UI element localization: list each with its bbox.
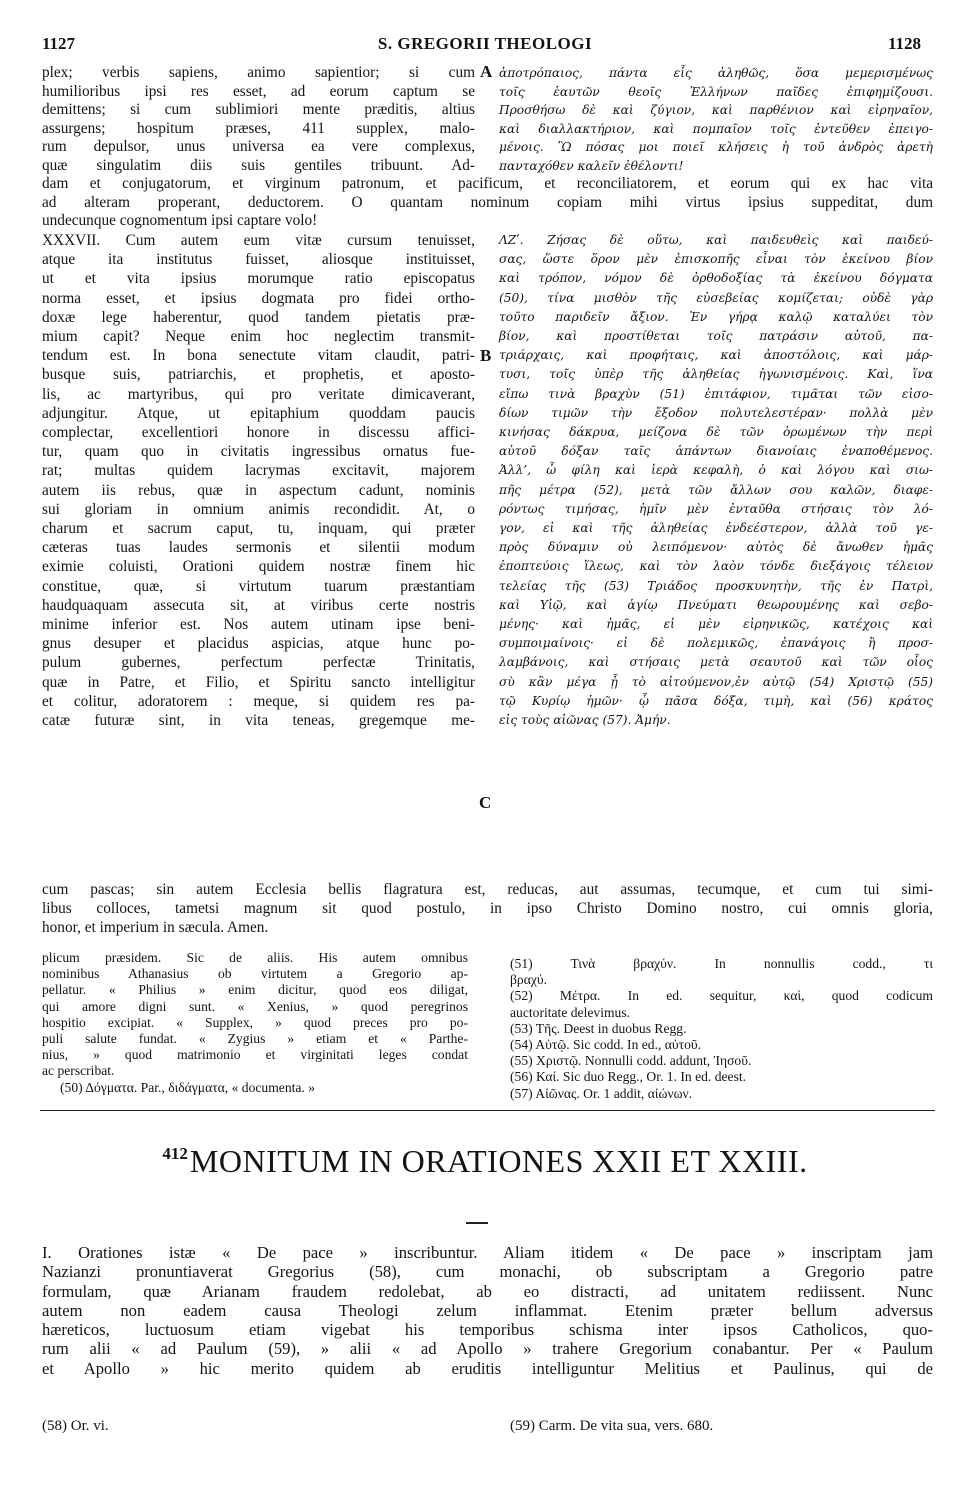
text-line: et Apollo » hic merito quidem ab eruditis intelliguntur Melitius et Paulinus, qui de (42, 1358, 933, 1378)
note-line: (55) Χριστῷ. Nonnulli codd. addunt, Ἰησοῦ. (510, 1053, 752, 1069)
text-line: haudquaquam assecuta sit, at viribus certe nostris (42, 596, 475, 614)
greek-line: Προσθήσω δὲ καὶ ζύγιον, καὶ παρθένιον καὶ εἰρηναῖον, (499, 103, 933, 118)
text-line: constitue, quæ, si virtutum tuarum præstantiam (42, 577, 475, 595)
greek-line: τριάρχαις, καὶ προφήταις, καὶ ἀποστόλοις, καὶ μάρ- (499, 348, 933, 363)
greek-line: μένοις. Ὢ πόσας μοι ποιεῖ κλήσεις ἡ τοῦ ἀνδρὸς ἀρετὴ (499, 140, 933, 155)
text-line: cum pascas; sin autem Ecclesia bellis flagratura est, reducas, aut assumas, tecumque, et cum tui simi- (42, 881, 933, 898)
greek-line: καὶ διαλλακτήριον, καὶ πομπαῖον τοῖς ἐντεῦθεν ἐπειγο- (499, 121, 933, 136)
note-line: plicum præsidem. Sic de aliis. His autem omnibus (42, 950, 468, 965)
short-rule (466, 1222, 488, 1224)
section-divider (40, 1110, 935, 1111)
text-line: assurgens; hospitum præses, 411 supplex, malo- (42, 119, 475, 137)
main-right-column (499, 231, 933, 730)
text-line: gnus desuper et placidus aspicias, atque hunc po- (42, 635, 475, 653)
greek-line: ΛΖʹ. Ζήσας δὲ οὕτω, καὶ παιδευθεὶς καὶ παιδεύ- (499, 233, 933, 247)
text-line: lis, ac martyribus, qui pro veritate dimicaverant, (42, 385, 475, 403)
note-line: pellatur. « Philius » enim dicitur, quod eos diligat, (42, 982, 468, 998)
full-width-block-2 (42, 880, 933, 938)
text-line: undecunque cognomentum ipsi captare volo! (42, 212, 318, 230)
note-line: hospitio excipiat. « Supplex, » quod preces pro po- (42, 1014, 468, 1030)
greek-line: ἐποπτεύοις ἵλεως, καὶ τὸν λαὸν τόνδε διεξάγοις τέλειον (499, 559, 933, 574)
text-line: sui gloriam in omnium animis recondidit. At, o (42, 500, 475, 518)
text-line: quæ in Patre, et Filio, et Spiritu sancto intelligitur (42, 673, 475, 691)
text-line: tendum est. In bona senectute vitam claudit, patri- (42, 347, 475, 365)
text-line: norma esset, et ipsius dogmata pro fidei ortho- (42, 289, 475, 307)
text-line: ut et vita ipsius morumque ratio episcopatus (42, 270, 475, 288)
text-line: libus colloces, tametsi magnum sit quod postulo, in ipso Christo Domino nostro, cui omnis gloria, (42, 900, 933, 918)
margin-marker-a: A (480, 62, 493, 81)
note-line: (56) Καί. Sic duo Regg., Or. 1. In ed. deest. (510, 1069, 747, 1085)
greek-line: τελείας τῆς (53) Τριάδος προσκυνητὴν, τῆς ἐν Πατρὶ, (499, 578, 933, 593)
top-left-column (42, 64, 475, 176)
text-line: rat; multas quidem lacrymas excitavit, majorem (42, 462, 475, 480)
greek-line: καὶ Υἱῷ, καὶ ἁγίῳ Πνεύματι θεωρουμένης καὶ σεβο- (499, 597, 933, 612)
greek-line: μένης· καὶ ἡμᾶς, εἰ μὲν εἰρηνικῶς, κατέχοις καὶ (499, 617, 933, 632)
text-line: catæ futuræ sint, in vita teneas, gregemque me- (42, 712, 475, 730)
text-line: charum et sacrum caput, tu, inquam, qui præter (42, 520, 475, 538)
greek-line: Ἀλλ’, ὦ φίλη καὶ ἱερὰ κεφαλὴ, ὁ καὶ λόγου καὶ σιω- (499, 463, 933, 478)
note-line: nominibus Athanasius ob virtutem a Gregorio ap- (42, 966, 468, 982)
text-line: atque ita institutus fuisset, aliosque instituisset, (42, 251, 475, 269)
greek-line: εἴπω τινὰ βραχὺν (51) ἐπιτάφιον, τιμᾶται τῶν εἰσο- (499, 386, 933, 401)
text-line: rum alii « ad Paulum (59), » alii « ad Apollo » trahere Gregorium conabantur. Per « Paulum (42, 1339, 933, 1359)
text-line: et colitur, adoratorem : meque, si quidem res pa- (42, 692, 475, 710)
text-line: I. Orationes istæ « De pace » inscribuntur. Aliam itidem « De pace » inscriptam jam (42, 1243, 933, 1262)
text-line: rum depulsor, unus universa ea vere complexus, (42, 138, 475, 156)
note-line: (53) Τῆς. Deest in duobus Regg. (510, 1020, 687, 1036)
section-title: MONITUM IN ORATIONES XXII ET XXIII. (189, 1143, 808, 1179)
greek-line: εἰς τοὺς αἰῶνας (57). Ἀμήν. (499, 713, 671, 728)
text-line: tur, quam quo in civitatis ingressibus ornatus fue- (42, 443, 475, 461)
greek-line: τυσι, τοῖς ὑπὲρ τῆς ἀληθείας ἠγωνισμένοις. Καὶ, ἵνα (499, 367, 933, 382)
top-right-column (499, 64, 933, 176)
text-line: hæreticos, luctuosum etiam vigebat his temporibus schisma inter ipsos Catholicos, quo- (42, 1320, 933, 1340)
greek-line: (50), τίνα μισθὸν τῆς εὐσεβείας κομίζεται; οὐδὲ γὰρ (499, 290, 933, 305)
note-line: (57) Αἰῶνας. Or. 1 addit, αἰώνων. (510, 1085, 693, 1101)
greek-line: σὺ κἂν μέγα ᾖ τὸ αἰτούμενον,ἐν αὐτῷ (54) Χριστῷ (55) (499, 674, 933, 689)
text-line: honor, et imperium in sæcula. Amen. (42, 919, 269, 937)
greek-line: λαμβάνοις, καὶ στήσαις μετὰ σεαυτοῦ καὶ τῶν οἷος (499, 655, 933, 670)
text-line: doxæ lege haberentur, quod tandem pietatis præ- (42, 308, 475, 326)
running-title: S. GREGORII THEOLOGI (377, 34, 593, 53)
main-left-column (42, 231, 475, 730)
column-number-inline: 412 (162, 1144, 188, 1163)
monitum-body (42, 1243, 933, 1378)
note-line: (52) Μέτρα. In ed. sequitur, καὶ, quod codicum (510, 988, 933, 1004)
greek-line: πανταχόθεν καλεῖν ἐθέλοντι! (499, 158, 684, 173)
margin-marker-c: C (479, 793, 492, 812)
footnote-58: (58) Or. vi. (42, 1418, 109, 1434)
text-line: formulam, quæ Arianam fraudem redolebat, ab eo distracti, ad unitatem rediissent. Nunc (42, 1281, 933, 1301)
notes-right (510, 956, 933, 1102)
text-line: humilioribus ipsi res esset, ad eorum captum se (42, 82, 475, 100)
greek-line: κινήσας δάκρυα, μείζονα δὲ τῶν ὁρωμένων τὴν περὶ (499, 425, 933, 440)
text-line: ad alteram properant, deductorem. O quantam nominum copiam mihi virtus ipsius suppeditat, dum (42, 193, 933, 211)
column-number-right: 1128 (888, 34, 922, 53)
greek-line: ρόντως τιμήσας, ἡμῖν μὲν ἐνταῦθα στήσαις τὸν λό- (499, 501, 933, 516)
text-line: pulum gubernes, perfectum perfectæ Trinitatis, (42, 654, 475, 672)
notes-left (42, 950, 468, 1096)
column-number-left: 1127 (42, 34, 76, 53)
margin-marker-b: B (480, 346, 492, 365)
text-line: autem non eadem causa Theologi zelum inflammat. Etenim præter bellum adversus (42, 1300, 933, 1320)
full-width-block-1 (42, 175, 933, 231)
text-line: quæ singulatim diis suis gentiles tribuunt. Ad- (42, 156, 475, 174)
note-line: nius, » quod matrimonio et virginitati leges condat (42, 1047, 468, 1063)
text-line: adjungitur. Atque, ut epitaphium quoddam paucis (42, 404, 475, 422)
greek-line: σας, ὥστε ὅρον μὲν ἐπισκοπῆς εἶναι τὸν ἐκείνου βίον (499, 252, 933, 267)
text-line: XXXVII. Cum autem eum vitæ cursum tenuisset, (42, 232, 475, 249)
greek-line: τοῖς ἑαυτῶν θεοῖς Ἑλλήνων παῖδες ἐπιφημίζουσι. (499, 84, 933, 99)
greek-line: συμποιμαίνοις· εἰ δὲ πολεμικῶς, ἐπανάγοις ἢ προσ- (499, 636, 933, 651)
greek-line: πρὸς δύναμιν οὐ λειπόμενον· αὐτὸς δὲ ἄνωθεν ἡμᾶς (499, 540, 933, 555)
text-line: eximie coluisti, Orationi quidem nostræ finem hic (42, 558, 475, 576)
text-line: dam et conjugatorum, et virginum patronum, et pacificum, et reconciliatorem, et eorum qui ex hac vita (42, 175, 933, 192)
text-line: mium capit? Neque enim hoc neglectim transmit- (42, 328, 475, 346)
note-line: auctoritate delevimus. (510, 1004, 631, 1020)
text-line: complectar, excellentiori honore in discessu affici- (42, 424, 475, 442)
note-line: ac perscribat. (42, 1063, 115, 1079)
section-heading (0, 1143, 970, 1180)
text-line: minime inferior est. Nos autem utinam ipse beni- (42, 616, 475, 634)
text-line: autem iis rebus, quæ in aspectum cadunt, nominis (42, 481, 475, 499)
text-line: busque suis, patriarchis, et prophetis, et aposto- (42, 366, 475, 384)
greek-line: καὶ τρόπον, νόμον δὲ ὀρθοδοξίας τὰ ἐκείνου δόγματα (499, 271, 933, 286)
greek-line: δίων τιμῶν τὴν ἔξοδον πολυτελεστέραν· πολλὰ μὲν (499, 405, 933, 420)
greek-line: ἀποτρόπαιος, πάντα εἷς ἀληθῶς, ὅσα μεμερισμένως (499, 66, 933, 80)
greek-line: τοῦτο παριδεῖν ἄξιον. Ἐν γήρᾳ καλῷ καταλύει τὸν (499, 309, 933, 324)
greek-line: πῆς μέτρα (52), μετὰ τῶν ἄλλων σου καλῶν, διαφε- (499, 482, 933, 497)
text-line: demittens; si cum sublimiori mente præditis, altius (42, 101, 475, 119)
greek-line: αὐτοῦ δόξαν ταῖς ἁπάντων διανοίαις ἐναποθέμενος. (499, 444, 933, 459)
greek-line: τῷ Κυρίῳ ἡμῶν· ᾧ πᾶσα δόξα, τιμὴ, καὶ (56) κράτος (499, 693, 933, 708)
greek-line: γον, εἰ καὶ τῆς ἀληθείας ἐνδεέστερον, ἀλλὰ τοῦ γε- (499, 521, 933, 536)
note-line: puli salute fundat. « Zygius » etiam et « Parthe- (42, 1031, 468, 1047)
text-line: Nazianzi pronuntiaverat Gregorius (58), cum monachi, ob subscriptam a Gregorio patre (42, 1262, 933, 1282)
note-line: (54) Αὐτῷ. Sic codd. In ed., αὐτοῦ. (510, 1037, 702, 1053)
footnote-59: (59) Carm. De vita sua, vers. 680. (510, 1418, 714, 1434)
text-line: plex; verbis sapiens, animo sapientior; si cum (42, 64, 475, 81)
greek-line: βίον, καὶ προστίθεται τοῖς πατράσιν αὐτοῦ, πα- (499, 329, 933, 344)
text-line: cæteras tuas laudes sermonis et silentii modum (42, 539, 475, 557)
note-line: qui amore digni sunt. « Xenius, » quod peregrinos (42, 998, 468, 1014)
note-line: βραχύ. (510, 972, 547, 988)
note-line: (50) Δόγματα. Par., διδάγματα, « documenta. » (60, 1079, 316, 1095)
note-line: (51) Τινὰ βραχύν. In nonnullis codd., τι (510, 956, 933, 971)
